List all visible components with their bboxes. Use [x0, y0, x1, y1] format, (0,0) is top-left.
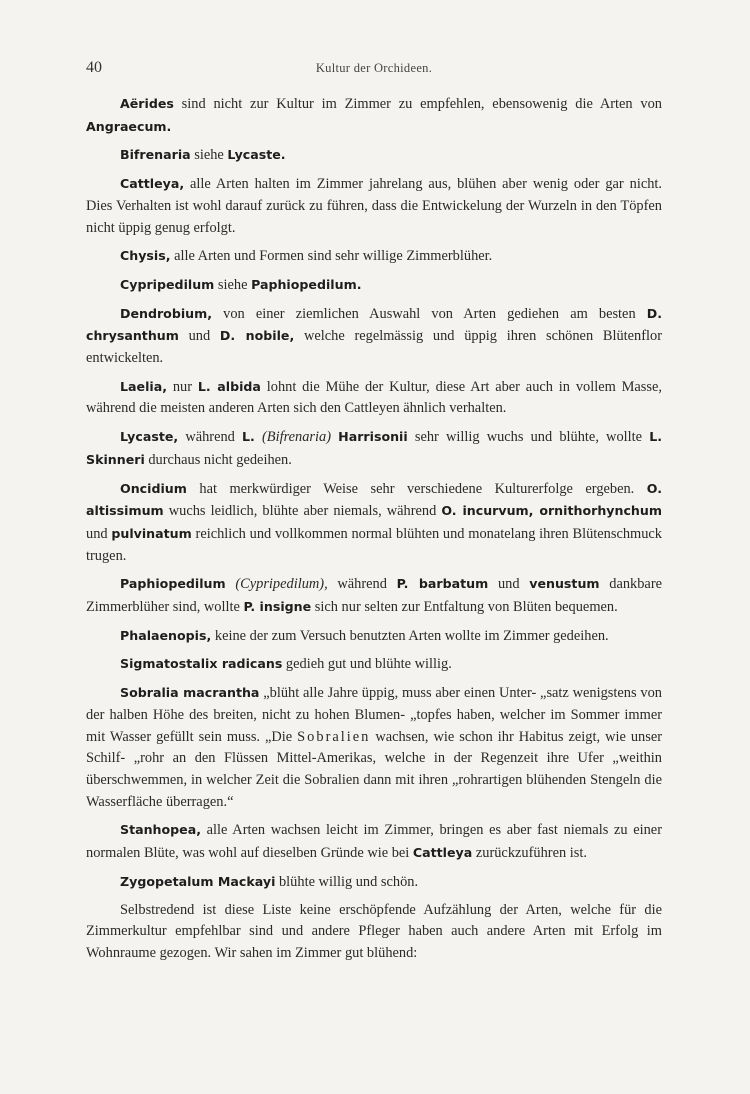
paragraph-zygopetalum: [86, 871, 662, 894]
paragraph-oncidium: [86, 478, 662, 568]
text-run: dankbare Zimmerblüher sind, wollte: [86, 576, 662, 616]
species-name: Zygopetalum Mackayi: [120, 873, 276, 889]
species-name: Laelia,: [120, 378, 167, 394]
species-name: P. insigne: [243, 599, 312, 615]
species-name: venustum: [529, 576, 600, 592]
species-name: L. Skinneri: [86, 429, 662, 467]
paragraph-cypripedilum: [86, 274, 662, 297]
paragraph-paphiopedilum: [86, 573, 662, 618]
species-name: Phalaenopis,: [120, 627, 212, 643]
text-run: lohnt die Mühe der Kultur, diese Art aber auch in vollem Masse, während die meisten anderen Arten sich den Cattleyen ähnlich verhalten.: [86, 378, 662, 417]
paragraph-phalaenopis: [86, 625, 662, 648]
text-run: während: [327, 576, 397, 593]
paragraph-cattleya: [86, 173, 662, 239]
text-run: alle Arten wachsen leicht im Zimmer, bringen es aber fast niemals zu einer normalen Blüte, was wohl auf dieselben Gründe wie bei: [86, 822, 662, 862]
synonym-italic: (Bifrenaria): [262, 429, 332, 446]
species-name: O. incurvum, ornithorhynchum: [441, 503, 662, 519]
text-run: „blüht alle Jahre üppig, muss aber einen Unter- „satz wenigstens von der halben Höhe des breiten, nicht zu hohen Blumen- „topfes haben, welcher im Sommer immer mit Wasser gefüllt sein muss. „Die: [86, 685, 662, 745]
species-name: Bifrenaria: [120, 147, 191, 163]
running-title: Kultur der Orchideen.: [315, 61, 433, 75]
species-name: Stanhopea,: [120, 822, 202, 838]
species-name: Dendrobium,: [120, 305, 213, 321]
species-name: L.: [242, 429, 255, 445]
text-run: alle Arten und Formen sind sehr willige Zimmerblüher.: [170, 248, 493, 265]
species-name: Cattleya,: [120, 176, 185, 192]
text-run: durchaus nicht gedeihen.: [144, 451, 292, 468]
text-run: reichlich und vollkommen normal blühten und monatelang ihren Blütenschmuck trugen.: [86, 525, 663, 564]
paragraph-closing: [86, 900, 662, 965]
species-name: O. altissimum: [86, 480, 662, 519]
species-name: Oncidium: [120, 480, 187, 496]
paragraph-sigmatostalix: [86, 653, 662, 676]
text-run: gedieh gut und blühte willig.: [282, 656, 452, 673]
species-name: D. chrysanthum: [86, 305, 662, 344]
paragraph-stanhopea: [86, 819, 662, 864]
paragraph-bifrenaria: [86, 144, 662, 167]
text-run: Selbstredend ist diese Liste keine erschöpfende Aufzählung der Arten, welche für die Zimmerkultur empfehlbar sind und andere Pfleger haben auch andere Arten mit Erfolg im Wohnraume gezogen. Wir sahen im Zimmer gut blühend:: [86, 901, 662, 961]
paragraph-laelia: [86, 376, 662, 420]
text-run: nur: [166, 378, 198, 395]
species-name: Sobralia macrantha: [120, 685, 260, 701]
text-run: welche regelmässig und üppig ihren schönen Blütenflor entwickelten.: [86, 328, 663, 367]
text-run: während: [178, 429, 243, 446]
species-name: Angraecum.: [86, 118, 172, 134]
paragraph-sobralia: [86, 682, 662, 813]
text-run: und: [488, 576, 530, 593]
species-name: Cattleya: [412, 845, 473, 861]
text-run: siehe: [190, 147, 228, 164]
text-run: sehr willig wuchs und blühte, wollte: [407, 429, 650, 446]
text-run: siehe: [214, 276, 252, 293]
text-run: [226, 576, 236, 592]
species-name: Lycaste,: [120, 429, 179, 445]
text-run: sich nur selten zur Entfaltung von Blüten bequemen.: [311, 599, 618, 616]
body-text: [86, 93, 662, 971]
species-name: Paphiopedilum.: [251, 276, 362, 292]
text-run: wachsen, wie schon ihr Habitus zeigt, wie unser Schilf- „rohr an den Flüssen Mittel-Amerikas, welche in der Regenzeit ihre Ufer „weithin überschwemmen, in welcher Zeit die Sobralien dann mit ihren „rohrartigen blühenden Stengeln die Wasserfläche überragen.“: [86, 728, 663, 810]
synonym-italic: (Cypripedilum),: [235, 576, 328, 593]
text-run: und: [178, 328, 220, 345]
paragraph-dendrobium: [86, 303, 662, 370]
species-name: Aërides: [120, 96, 174, 111]
species-name: Lycaste.: [227, 147, 286, 163]
species-name: L. albida: [197, 378, 261, 394]
text-run: blühte willig und schön.: [275, 873, 419, 890]
paragraph-lycaste: [86, 426, 662, 471]
species-name: Paphiopedilum: [120, 576, 226, 592]
species-name: Chysis,: [120, 248, 171, 264]
species-name: pulvinatum: [111, 525, 192, 541]
text-run: hat merkwürdiger Weise sehr verschiedene Kulturerfolge ergeben.: [186, 480, 647, 497]
spaced-text: Sobralien: [297, 728, 371, 745]
text-run: keine der zum Versuch benutzten Arten wollte im Zimmer gedeihen.: [211, 627, 609, 644]
text-run: wuchs leidlich, blühte aber niemals, während: [163, 503, 442, 520]
species-name: Sigmatostalix radicans: [120, 656, 283, 672]
species-name: Harrisonii: [338, 429, 408, 445]
text-run: sind nicht zur Kultur im Zimmer zu empfehlen, ebensowenig die Arten von: [173, 96, 662, 112]
species-name: P. barbatum: [396, 576, 489, 592]
text-run: [255, 429, 262, 445]
page-header: [86, 59, 662, 81]
text-run: von einer ziemlichen Auswahl von Arten gediehen am besten: [212, 305, 647, 322]
text-run: alle Arten halten im Zimmer jahrelang aus, blühen aber wenig oder gar nicht. Dies Verhalten ist wohl darauf zurück zu führen, dass die Entwickelung der Wurzeln in den Töpfen nicht üppig genug erfolgt.: [86, 176, 662, 236]
text-run: und: [86, 525, 112, 542]
paragraph-chysis: [86, 245, 662, 268]
species-name: Cypripedilum: [120, 276, 215, 292]
text-run: zurückzuführen ist.: [472, 845, 587, 862]
species-name: D. nobile,: [219, 328, 295, 344]
page-number: 40: [86, 59, 102, 76]
paragraph-aerides: [86, 93, 662, 138]
